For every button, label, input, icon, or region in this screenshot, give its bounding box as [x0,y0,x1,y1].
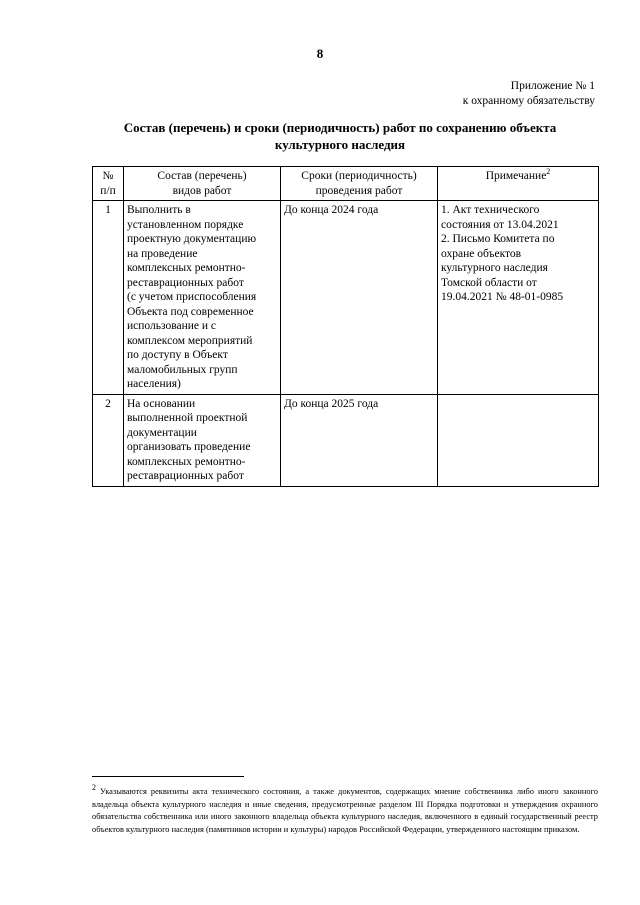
row-composition [124,201,281,395]
header-text: Примечание [485,170,547,182]
cell-line: На основании [127,397,196,410]
works-table [92,166,599,487]
row-num: 1 [93,201,124,395]
cell-line: населения) [127,378,181,390]
table-row [93,201,599,395]
header-text: № [102,170,114,182]
cell-line: охране объектов [441,247,522,260]
cell-line: выполненной проектной [127,412,248,424]
footnote-separator [92,776,244,777]
title-line: культурного наследия [274,137,406,152]
header-num [93,167,124,201]
cell-line: на проведение [127,247,198,260]
cell-line: 2. Письмо Комитета по [441,233,555,245]
footnote-mark: 2 [546,167,551,177]
cell-line: использование и с [127,320,217,332]
cell-line: маломобильных групп [127,363,238,376]
header-text: п/п [100,184,116,197]
cell-line: Томской области от [441,276,537,289]
footnote [92,783,598,836]
row-note [438,394,599,486]
cell-line: организовать проведение [127,441,251,453]
title-line: Состав (перечень) и сроки (периодичность) работ по сохранению объекта [123,120,557,135]
page-title [60,119,620,153]
cell-line: Выполнить в [127,204,191,216]
footnote-mark: 2 [92,783,96,793]
cell-line: установленном порядке [127,218,244,231]
row-terms: До конца 2025 года [281,394,438,486]
cell-line: проектную документацию [127,233,257,245]
row-note [438,201,599,395]
row-composition [124,394,281,486]
appendix-line: Приложение № 1 [510,80,595,92]
cell-line: комплексных ремонтно- [127,455,246,468]
cell-line: реставрационных работ [127,276,244,289]
cell-line: состояния от 13.04.2021 [441,218,559,231]
header-terms [281,167,438,201]
cell-line: (с учетом приспособления [127,291,257,303]
row-terms: До конца 2024 года [281,201,438,395]
cell-line: реставрационных работ [127,470,244,482]
page-number: 8 [316,46,324,61]
cell-line: комплексом мероприятий [127,334,253,347]
header-text: Сроки (периодичность) [301,170,417,182]
row-num: 2 [93,394,124,486]
header-text: проведения работ [315,184,403,197]
table-row [93,394,599,486]
cell-line: документации [127,426,197,439]
cell-line: по доступу в Объект [127,349,228,361]
header-composition [124,167,281,201]
header-text: видов работ [172,184,232,197]
cell-line: Объекта под современное [127,305,254,318]
table-header-row [93,167,599,201]
cell-line: комплексных ремонтно- [127,262,246,274]
cell-line: 1. Акт технического [441,204,540,216]
header-note [438,167,599,201]
appendix-reference [463,79,595,109]
footnote-text: Указываются реквизиты акта технического состояния, а также документов, содержащих мнение собственника либо иного законного владельца объекта культурного наследия и иные сведения, предусмотренные разделом III Порядка подготовки и утверждения охранного обязательства собственника или иного законного владельца объекта культурного наследия, включенного в единый государственный реестр объектов культурного наследия (памятников истории и культуры) народов Российской Федерации, утвержденного настоящим приказом. [92,787,598,834]
header-text: Состав (перечень) [157,170,247,182]
cell-line: культурного наследия [441,262,548,274]
cell-line: 19.04.2021 № 48-01-0985 [441,291,564,303]
appendix-line: к охранному обязательству [462,95,595,107]
